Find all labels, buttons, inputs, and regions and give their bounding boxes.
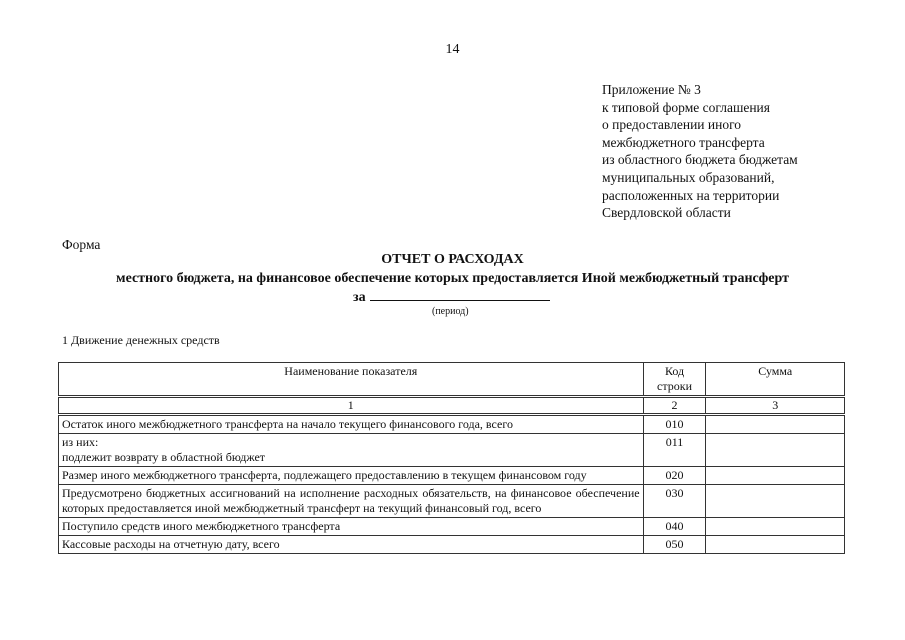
header-code: Код строки: [643, 363, 706, 397]
appendix-line: расположенных на территории: [602, 187, 780, 203]
report-subtitle: местного бюджета, на финансовое обеспечение которых предоставляется Иной межбюджетный трансферт: [116, 271, 789, 286]
appendix-line: к типовой форме соглашения: [602, 99, 770, 115]
row-name: Предусмотрено бюджетных ассигнований на исполнение расходных обязательств, на финансовое обеспечение которых предоставляется иной межбюджетный трансферт на текущий финансовый год, всего: [59, 485, 644, 518]
column-number: 1: [59, 397, 644, 415]
table-row: [59, 485, 845, 518]
row-name: Поступило средств иного межбюджетного трансферта: [59, 518, 644, 536]
period-blank-line: [370, 289, 550, 301]
appendix-line: муниципальных образований,: [602, 169, 775, 185]
row-name: Размер иного межбюджетного трансферта, подлежащего предоставлению в текущем финансовом году: [59, 467, 644, 485]
row-sum: [706, 467, 845, 485]
cash-flow-table: [58, 362, 845, 554]
appendix-note: [602, 81, 798, 222]
report-title: ОТЧЕТ О РАСХОДАХ: [381, 252, 524, 267]
row-code: 020: [643, 467, 706, 485]
row-sum: [706, 518, 845, 536]
header-sum: Сумма: [706, 363, 845, 397]
table-row: [59, 467, 845, 485]
table-row: [59, 536, 845, 554]
appendix-line: межбюджетного трансферта: [602, 134, 765, 150]
row-sum: [706, 415, 845, 434]
row-code: 010: [643, 415, 706, 434]
table-row: [59, 518, 845, 536]
row-code: 011: [643, 434, 706, 467]
row-name-line: из них:: [62, 435, 99, 449]
column-number: 3: [706, 397, 845, 415]
table-row: [59, 434, 845, 467]
row-name: [59, 434, 644, 467]
form-label: Форма: [62, 237, 101, 252]
row-sum: [706, 536, 845, 554]
row-sum: [706, 485, 845, 518]
row-name: Кассовые расходы на отчетную дату, всего: [59, 536, 644, 554]
header-name: Наименование показателя: [59, 363, 644, 397]
period-field: [353, 289, 550, 306]
row-code: 030: [643, 485, 706, 518]
row-sum: [706, 434, 845, 467]
period-prefix: за: [353, 290, 366, 305]
appendix-line: Свердловской области: [602, 205, 731, 221]
period-hint: (период): [432, 306, 469, 317]
section-title: 1 Движение денежных средств: [62, 333, 220, 347]
appendix-line: Приложение № 3: [602, 82, 701, 97]
table-header-row: [59, 363, 845, 397]
appendix-line: о предоставлении иного: [602, 117, 742, 133]
column-number: 2: [643, 397, 706, 415]
row-code: 050: [643, 536, 706, 554]
appendix-line: из областного бюджета бюджетам: [602, 152, 798, 168]
row-code: 040: [643, 518, 706, 536]
row-name: Остаток иного межбюджетного трансферта на начало текущего финансового года, всего: [59, 415, 644, 434]
page-number: 14: [445, 42, 460, 57]
row-name-line: подлежит возврату в областной бюджет: [62, 450, 266, 464]
column-number-row: [59, 397, 845, 415]
table-row: [59, 415, 845, 434]
